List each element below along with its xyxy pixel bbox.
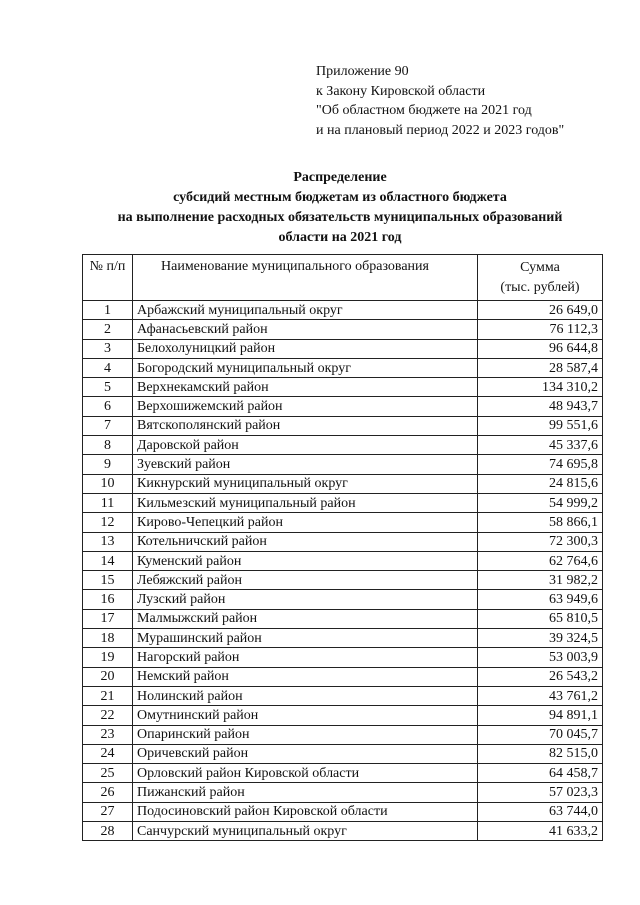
subsidy-amount: 45 337,6 — [478, 436, 603, 455]
subsidy-amount: 96 644,8 — [478, 339, 603, 358]
row-number: 28 — [83, 822, 133, 841]
row-number: 27 — [83, 802, 133, 821]
municipality-name: Оричевский район — [133, 744, 478, 763]
table-row — [83, 590, 603, 609]
subsidy-amount: 26 649,0 — [478, 301, 603, 320]
table-body — [83, 301, 603, 841]
table-row — [83, 474, 603, 493]
municipality-name: Кирово-Чепецкий район — [133, 513, 478, 532]
document-title — [80, 168, 600, 248]
municipality-name: Зуевский район — [133, 455, 478, 474]
header-number: № п/п — [83, 255, 133, 301]
municipality-name: Арбажский муниципальный округ — [133, 301, 478, 320]
subsidy-amount: 28 587,4 — [478, 358, 603, 377]
row-number: 22 — [83, 706, 133, 725]
row-number: 19 — [83, 648, 133, 667]
table-row — [83, 571, 603, 590]
municipality-name: Омутнинский район — [133, 706, 478, 725]
municipality-name: Верхошижемский район — [133, 397, 478, 416]
header-sum-line-2: (тыс. рублей) — [500, 280, 580, 295]
municipality-name: Афанасьевский район — [133, 320, 478, 339]
row-number: 12 — [83, 513, 133, 532]
subsidy-amount: 48 943,7 — [478, 397, 603, 416]
row-number: 21 — [83, 686, 133, 705]
subsidy-amount: 74 695,8 — [478, 455, 603, 474]
row-number: 23 — [83, 725, 133, 744]
municipality-name: Нагорский район — [133, 648, 478, 667]
municipality-name: Немский район — [133, 667, 478, 686]
subsidy-amount: 63 949,6 — [478, 590, 603, 609]
row-number: 14 — [83, 551, 133, 570]
municipality-name: Пижанский район — [133, 783, 478, 802]
row-number: 26 — [83, 783, 133, 802]
title-line-3: на выполнение расходных обязательств муниципальных образований — [117, 210, 563, 225]
municipality-name: Подосиновский район Кировской области — [133, 802, 478, 821]
subsidy-amount: 64 458,7 — [478, 764, 603, 783]
subsidy-amount: 63 744,0 — [478, 802, 603, 821]
table-row — [83, 667, 603, 686]
municipality-name: Вятскополянский район — [133, 416, 478, 435]
distribution-table — [82, 254, 603, 841]
table-row — [83, 686, 603, 705]
table-header-row — [83, 255, 603, 301]
table-row — [83, 455, 603, 474]
municipality-name: Опаринский район — [133, 725, 478, 744]
row-number: 18 — [83, 629, 133, 648]
annex-line-3: "Об областном бюджете на 2021 год — [316, 103, 532, 118]
title-line-1: Распределение — [293, 170, 387, 185]
header-municipality: Наименование муниципального образования — [133, 255, 478, 301]
row-number: 5 — [83, 378, 133, 397]
table-row — [83, 532, 603, 551]
subsidy-amount: 53 003,9 — [478, 648, 603, 667]
table-row — [83, 320, 603, 339]
row-number: 3 — [83, 339, 133, 358]
annex-line-1: Приложение 90 — [316, 64, 409, 79]
subsidy-amount: 76 112,3 — [478, 320, 603, 339]
row-number: 6 — [83, 397, 133, 416]
municipality-name: Белохолуницкий район — [133, 339, 478, 358]
table-row — [83, 436, 603, 455]
municipality-name: Орловский район Кировской области — [133, 764, 478, 783]
table-row — [83, 609, 603, 628]
row-number: 8 — [83, 436, 133, 455]
subsidy-amount: 65 810,5 — [478, 609, 603, 628]
municipality-name: Лузский район — [133, 590, 478, 609]
table-row — [83, 397, 603, 416]
title-line-2: субсидий местным бюджетам из областного бюджета — [173, 190, 507, 205]
title-line-4: области на 2021 год — [278, 230, 402, 245]
table-row — [83, 629, 603, 648]
subsidy-amount: 26 543,2 — [478, 667, 603, 686]
annex-line-2: к Закону Кировской области — [316, 83, 486, 99]
table-row — [83, 764, 603, 783]
subsidy-amount: 99 551,6 — [478, 416, 603, 435]
row-number: 17 — [83, 609, 133, 628]
municipality-name: Лебяжский район — [133, 571, 478, 590]
subsidy-amount: 24 815,6 — [478, 474, 603, 493]
table-row — [83, 493, 603, 512]
annex-line-4: и на плановый период 2022 и 2023 годов" — [316, 122, 565, 138]
subsidy-amount: 41 633,2 — [478, 822, 603, 841]
municipality-name: Котельничский район — [133, 532, 478, 551]
table-header — [83, 255, 603, 301]
table-row — [83, 822, 603, 841]
table-row — [83, 301, 603, 320]
subsidy-amount: 72 300,3 — [478, 532, 603, 551]
table-row — [83, 706, 603, 725]
row-number: 10 — [83, 474, 133, 493]
municipality-name: Богородский муниципальный округ — [133, 358, 478, 377]
table-row — [83, 725, 603, 744]
header-sum — [478, 255, 603, 301]
table-row — [83, 648, 603, 667]
municipality-name: Нолинский район — [133, 686, 478, 705]
table-row — [83, 358, 603, 377]
municipality-name: Куменский район — [133, 551, 478, 570]
row-number: 7 — [83, 416, 133, 435]
row-number: 4 — [83, 358, 133, 377]
row-number: 15 — [83, 571, 133, 590]
table-row — [83, 339, 603, 358]
table-row — [83, 783, 603, 802]
row-number: 24 — [83, 744, 133, 763]
row-number: 25 — [83, 764, 133, 783]
municipality-name: Даровской район — [133, 436, 478, 455]
subsidy-amount: 82 515,0 — [478, 744, 603, 763]
table-row — [83, 551, 603, 570]
subsidy-amount: 54 999,2 — [478, 493, 603, 512]
municipality-name: Кикнурский муниципальный округ — [133, 474, 478, 493]
row-number: 9 — [83, 455, 133, 474]
table-row — [83, 513, 603, 532]
subsidy-amount: 58 866,1 — [478, 513, 603, 532]
subsidy-amount: 43 761,2 — [478, 686, 603, 705]
subsidy-amount: 94 891,1 — [478, 706, 603, 725]
municipality-name: Санчурский муниципальный округ — [133, 822, 478, 841]
municipality-name: Малмыжский район — [133, 609, 478, 628]
table-row — [83, 802, 603, 821]
subsidy-amount: 70 045,7 — [478, 725, 603, 744]
municipality-name: Мурашинский район — [133, 629, 478, 648]
table-row — [83, 378, 603, 397]
annex-header — [316, 62, 564, 140]
table-row — [83, 744, 603, 763]
subsidy-amount: 39 324,5 — [478, 629, 603, 648]
subsidy-amount: 31 982,2 — [478, 571, 603, 590]
row-number: 16 — [83, 590, 133, 609]
subsidy-amount: 57 023,3 — [478, 783, 603, 802]
row-number: 2 — [83, 320, 133, 339]
municipality-name: Верхнекамский район — [133, 378, 478, 397]
row-number: 11 — [83, 493, 133, 512]
row-number: 20 — [83, 667, 133, 686]
table-row — [83, 416, 603, 435]
municipality-name: Кильмезский муниципальный район — [133, 493, 478, 512]
row-number: 1 — [83, 301, 133, 320]
row-number: 13 — [83, 532, 133, 551]
header-sum-line-1: Сумма — [520, 260, 560, 275]
subsidy-amount: 134 310,2 — [478, 378, 603, 397]
subsidy-amount: 62 764,6 — [478, 551, 603, 570]
